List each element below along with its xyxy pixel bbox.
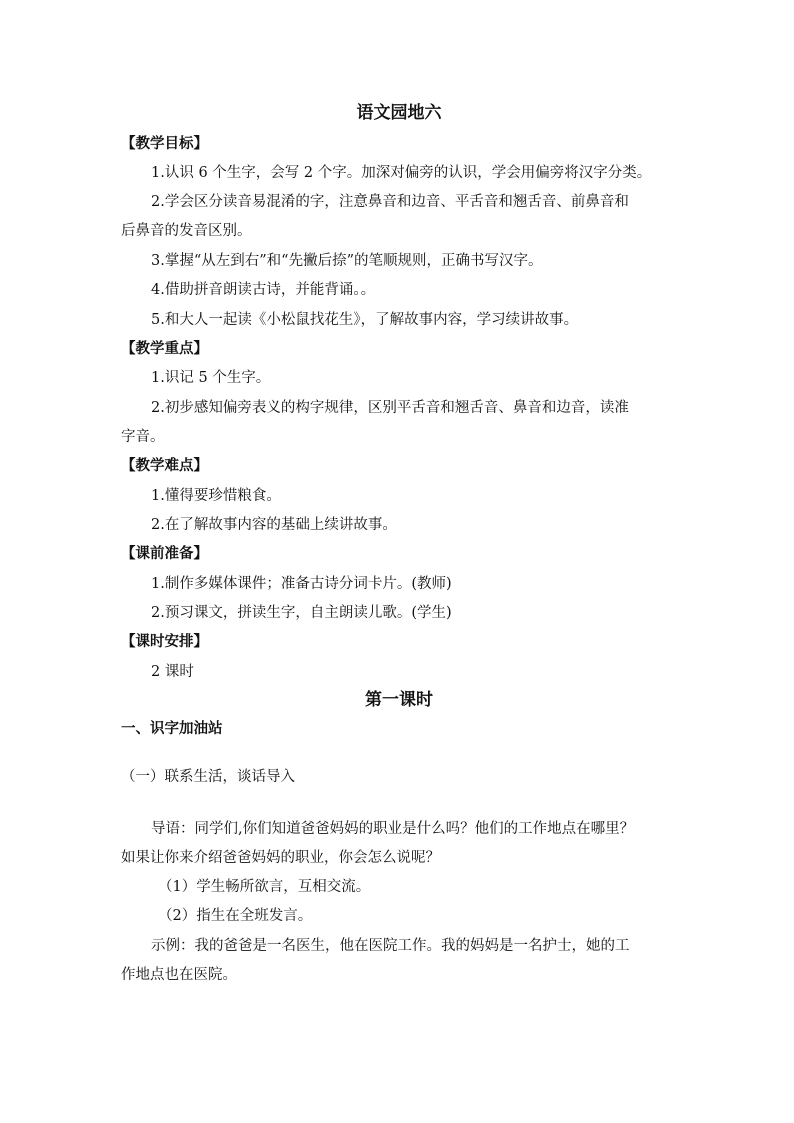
goal-item-1: 1.认识 6 个生字，会写 2 个字。加深对偏旁的认识，学会用偏旁将汉字分类。: [151, 165, 652, 181]
goals-heading: 【教学目标】: [121, 135, 208, 152]
goal-item-5: 5.和大人一起读《小松鼠找花生》，了解故事内容，学习续讲故事。: [151, 312, 579, 328]
lesson1-title: 第一课时: [365, 690, 433, 710]
preparation-item-2: 2.预习课文，拼读生字，自主朗读儿歌。(学生): [151, 605, 452, 621]
step-1: （1）学生畅所欲言，互相交流。: [158, 879, 371, 895]
schedule-heading: 【课时安排】: [121, 633, 208, 650]
preparation-item-1: 1.制作多媒体课件；准备古诗分词卡片。(教师): [151, 576, 452, 592]
difficulty-item-1: 1.懂得要珍惜粮食。: [151, 488, 281, 504]
part1-heading: 一、识字加油站: [121, 720, 223, 737]
sub1-heading: （一）联系生活，谈话导入: [121, 769, 295, 785]
key-point-item-1: 1.识记 5 个生字。: [151, 370, 271, 386]
preparation-heading: 【课前准备】: [121, 545, 208, 562]
goal-item-3: 3.掌握“从左到右”和“先撇后捺”的笔顺规则，正确书写汉字。: [151, 253, 543, 269]
difficulty-item-2: 2.在了解故事内容的基础上续讲故事。: [151, 517, 397, 533]
document-title: 语文园地六: [356, 103, 442, 123]
key-point-item-2-cont: 字音。: [121, 429, 165, 445]
intro-line-1: 导语：同学们,你们知道爸爸妈妈的职业是什么吗？他们的工作地点在哪里？: [151, 821, 635, 837]
goal-item-2: 2.学会区分读音易混淆的字，注意鼻音和边音、平舌音和翘舌音、前鼻音和: [151, 194, 629, 210]
goal-item-2-cont: 后鼻音的发音区别。: [121, 223, 252, 239]
difficulties-heading: 【教学难点】: [121, 457, 208, 474]
example-line-1: 示例：我的爸爸是一名医生，他在医院工作。我的妈妈是一名护士，她的工: [151, 938, 630, 954]
key-points-heading: 【教学重点】: [121, 340, 208, 357]
schedule-item-1: 2 课时: [151, 664, 194, 680]
key-point-item-2: 2.初步感知偏旁表义的构字规律，区别平舌音和翘舌音、鼻音和边音，读准: [151, 400, 629, 416]
goal-item-4: 4.借助拼音朗读古诗，并能背诵。。: [151, 282, 376, 298]
step-2: （2）指生在全班发言。: [158, 908, 313, 924]
intro-line-2: 如果让你来介绍爸爸妈妈的职业，你会怎么说呢？: [121, 850, 440, 866]
example-line-2: 作地点也在医院。: [121, 967, 237, 983]
